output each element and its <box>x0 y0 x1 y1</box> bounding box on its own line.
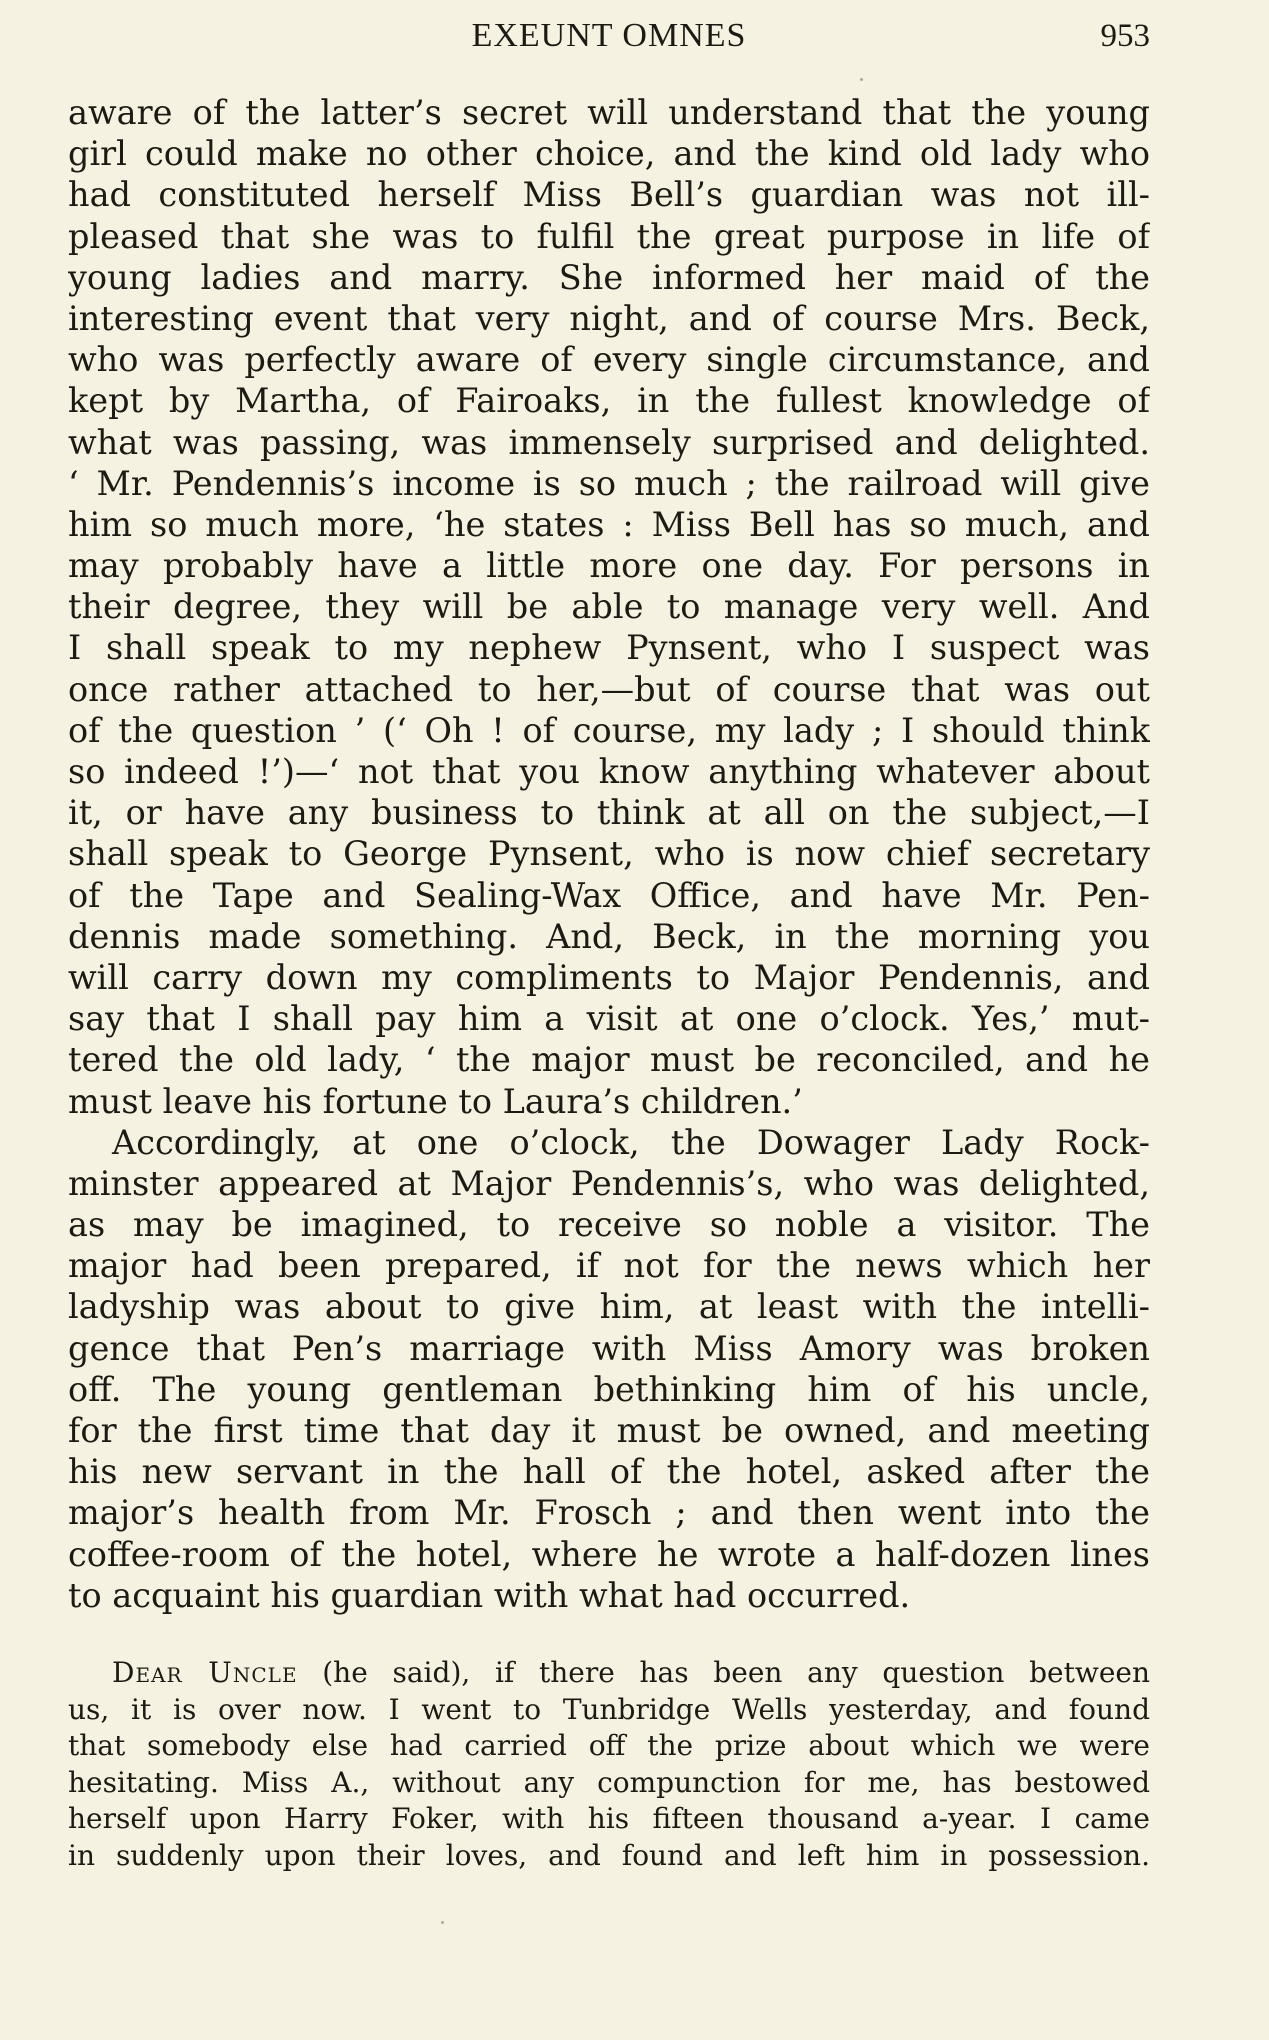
text-line: ‘ Mr. Pendennis’s income is so much ; the railroad will give <box>68 463 1150 503</box>
text-line: kept by Martha, of Fairoaks, in the fullest knowledge of <box>68 381 1150 421</box>
paper-speck <box>441 1921 444 1924</box>
text-line: dennis made something. And, Beck, in the morning you <box>68 916 1150 956</box>
letter-line: herself upon Harry Foker, with his fifteen thousand a-year. I came <box>68 1802 1150 1835</box>
text-line: tered the old lady, ‘ the major must be reconciled, and he <box>68 1040 1150 1080</box>
running-head <box>68 16 1150 56</box>
text-line: I shall speak to my nephew Pynsent, who I suspect was <box>68 628 1150 668</box>
letter-line: that somebody else had carried off the prize about which we were <box>68 1729 1150 1762</box>
letter-extract <box>68 1655 1150 1874</box>
text-line: major’s health from Mr. Frosch ; and then went into the <box>68 1493 1150 1533</box>
text-line: off. The young gentleman bethinking him of his uncle, <box>68 1369 1150 1409</box>
running-title: EXEUNT OMNES <box>471 17 747 54</box>
letter-line: us, it is over now. I went to Tunbridge Wells yesterday, and found <box>68 1692 1150 1726</box>
text-line: gence that Pen’s marriage with Miss Amory was broken <box>68 1328 1150 1368</box>
text-line: of the Tape and Sealing-Wax Office, and have Mr. Pen- <box>68 875 1150 915</box>
text-line: young ladies and marry. She informed her maid of the <box>68 257 1150 297</box>
text-line: of the question ’ (‘ Oh ! of course, my lady ; I should think <box>68 710 1150 750</box>
text-line: had constituted herself Miss Bell’s guardian was not ill- <box>68 175 1150 215</box>
text-line: Accordingly, at one o’clock, the Dowager Lady Rock- <box>112 1122 1150 1162</box>
text-line: aware of the latter’s secret will understand that the young <box>68 93 1150 132</box>
letter-line: hesitating. Miss A., without any compunction for me, has bestowed <box>68 1765 1150 1799</box>
letter-first-line-text: (he said), if there has been any question between <box>297 1656 1150 1689</box>
text-line: will carry down my compliments to Major Pendennis, and <box>68 957 1150 997</box>
text-line: to acquaint his guardian with what had occurred. <box>68 1575 911 1615</box>
letter-salutation: Dear Uncle <box>112 1656 298 1689</box>
text-line: interesting event that very night, and of course Mrs. Beck, <box>68 298 1150 338</box>
text-line: his new servant in the hall of the hotel, asked after the <box>68 1452 1150 1492</box>
text-line: pleased that she was to fulfil the great purpose in life of <box>68 216 1150 256</box>
text-line: minster appeared at Major Pendennis’s, who was delighted, <box>68 1163 1150 1203</box>
text-line: their degree, they will be able to manage very well. And <box>68 587 1150 627</box>
text-line: ladyship was about to give him, at least with the intelli- <box>68 1287 1150 1327</box>
text-line: who was perfectly aware of every single circumstance, and <box>68 340 1150 380</box>
main-text <box>68 92 1150 1616</box>
text-line: so indeed !’)—‘ not that you know anything whatever about <box>68 752 1150 791</box>
text-line: what was passing, was immensely surprised and delighted. <box>68 422 1150 462</box>
text-line: major had been prepared, if not for the news which her <box>68 1246 1150 1286</box>
text-line: girl could make no other choice, and the kind old lady who <box>68 134 1150 174</box>
text-line: shall speak to George Pynsent, who is now chief secretary <box>68 834 1150 874</box>
text-line: may probably have a little more one day. For persons in <box>68 546 1150 586</box>
text-line: say that I shall pay him a visit at one o’clock. Yes,’ mut- <box>68 999 1150 1039</box>
text-line: must leave his fortune to Laura’s children.’ <box>68 1081 803 1121</box>
text-line: for the first time that day it must be owned, and meeting <box>68 1411 1150 1450</box>
paper-speck <box>860 78 863 81</box>
page-number: 953 <box>1100 18 1150 54</box>
text-line: coffee-room of the hotel, where he wrote a half-dozen lines <box>68 1534 1150 1574</box>
text-line: it, or have any business to think at all on the subject,—I <box>68 793 1150 833</box>
letter-line: in suddenly upon their loves, and found and left him in possession. <box>68 1838 1150 1872</box>
letter-line <box>68 1655 1150 1692</box>
text-line: once rather attached to her,—but of course that was out <box>68 669 1150 709</box>
text-line: as may be imagined, to receive so noble a visitor. The <box>68 1205 1150 1245</box>
text-line: him so much more, ‘he states : Miss Bell has so much, and <box>68 504 1150 544</box>
